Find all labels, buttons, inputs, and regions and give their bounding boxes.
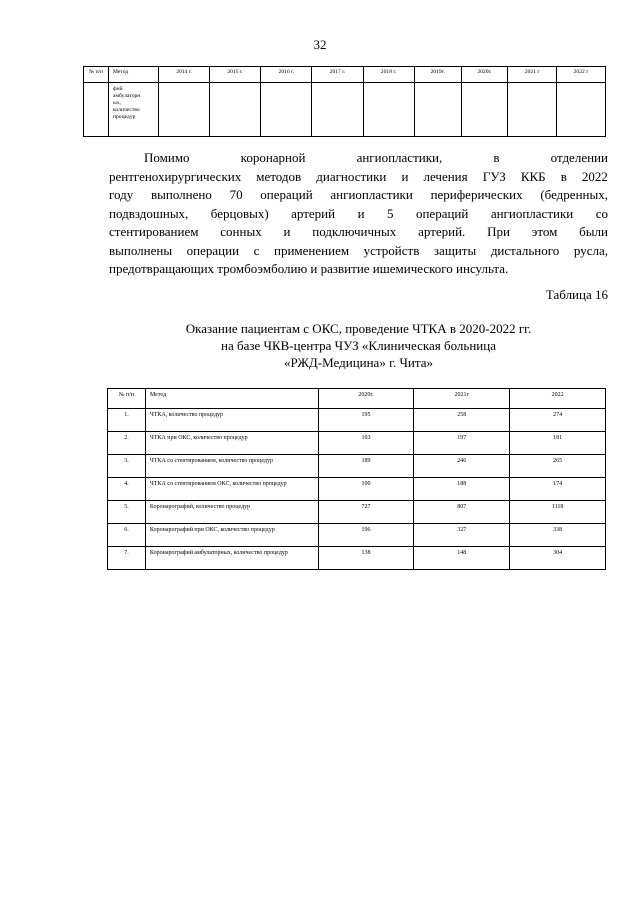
column-header: 2018 г.: [363, 67, 414, 83]
value-2021-cell: 188: [414, 478, 510, 501]
paragraph-line: [109, 242, 608, 261]
value-2021-cell: 807: [414, 501, 510, 524]
value-cell: [508, 83, 557, 137]
word: и: [283, 224, 291, 239]
value-2021-cell: 327: [414, 524, 510, 547]
word: рентгенохирургических: [109, 168, 242, 184]
value-cell: [363, 83, 414, 137]
value-2022-cell: 338: [510, 524, 606, 547]
method-line: количество: [113, 107, 140, 113]
row-number-cell: 7.: [108, 547, 146, 570]
column-header: № п/п: [84, 67, 109, 83]
method-cell: ЧТКА со стентированием, количество процедур: [145, 455, 318, 478]
word: 5: [387, 205, 394, 221]
word: коронарной: [240, 150, 306, 165]
column-header: № п/п: [108, 389, 146, 409]
value-cell: [210, 83, 261, 137]
word: устройств: [363, 242, 420, 258]
row-number-cell: 6.: [108, 524, 146, 547]
word: с: [253, 242, 260, 258]
word: операции: [186, 242, 240, 258]
column-header: 2021г: [414, 389, 510, 409]
word: операций: [415, 205, 469, 221]
table-title-line: «РЖД-Медицина» г. Чита»: [284, 355, 433, 370]
word: артерий.: [418, 224, 466, 239]
word: При: [487, 224, 510, 239]
value-2021-cell: 148: [414, 547, 510, 570]
word: были: [579, 224, 608, 239]
value-2020-cell: 196: [318, 524, 414, 547]
word: периферических: [430, 187, 523, 202]
word: 2022: [581, 168, 608, 184]
word: ГУЗ: [482, 168, 506, 184]
word: отделении: [550, 150, 608, 165]
word: подключичных: [312, 224, 397, 239]
body-paragraph: [109, 149, 608, 279]
word: методов: [256, 168, 302, 184]
column-header: 2014 г.: [159, 67, 210, 83]
word: 70: [229, 187, 243, 202]
word: операций: [260, 187, 313, 202]
page-number: 32: [313, 37, 327, 52]
value-2022-cell: 304: [510, 547, 606, 570]
word: подвздошных,: [109, 205, 189, 221]
table-row: [108, 547, 606, 570]
column-header: 2022: [510, 389, 606, 409]
word: применением: [274, 242, 350, 258]
continued-table-header: [84, 67, 606, 83]
row-number-cell: 2.: [108, 432, 146, 455]
method-line: фий: [113, 86, 123, 92]
value-2021-cell: 246: [414, 455, 510, 478]
paragraph-line: предотвращающих тромбоэмболию и развитие ишемического инсульта.: [109, 261, 509, 276]
word: со: [595, 205, 608, 221]
method-cell: [109, 83, 159, 137]
value-2020-cell: 103: [318, 432, 414, 455]
table-row: [108, 455, 606, 478]
column-header: Метод: [145, 389, 318, 409]
table-row: [84, 83, 606, 137]
column-header: 2015 г.: [210, 67, 261, 83]
table-16: [107, 388, 606, 570]
continued-table: [83, 66, 606, 137]
method-line: ых,: [113, 100, 121, 106]
table-16-header: [108, 389, 606, 409]
word: сонных: [220, 224, 262, 239]
word: русла,: [573, 242, 608, 258]
row-number-cell: 4.: [108, 478, 146, 501]
value-2022-cell: 1118: [510, 501, 606, 524]
column-header: 2021 г: [508, 67, 557, 83]
value-2022-cell: 265: [510, 455, 606, 478]
column-header: 2020г.: [461, 67, 508, 83]
paragraph-line: [109, 223, 608, 242]
column-header: 2022 г: [557, 67, 606, 83]
word: ККБ: [520, 168, 546, 184]
word: в: [560, 168, 567, 184]
paragraph-line: [109, 168, 608, 187]
value-2020-cell: 138: [318, 547, 414, 570]
method-cell: ЧТКА со стентированием ОКС, количество процедур: [145, 478, 318, 501]
method-cell: Коронарографий, количество процедур: [145, 501, 318, 524]
value-2022-cell: 274: [510, 409, 606, 432]
word: году: [109, 187, 134, 202]
row-number-cell: 1.: [108, 409, 146, 432]
table-row: [108, 501, 606, 524]
table-16-body: [108, 409, 606, 570]
word: в: [493, 150, 500, 165]
column-header: Метод: [109, 67, 159, 83]
word: защиты: [433, 242, 477, 258]
column-header: 2020г.: [318, 389, 414, 409]
paragraph-line: [109, 186, 608, 205]
value-2022-cell: 174: [510, 478, 606, 501]
value-cell: [312, 83, 363, 137]
word: и: [357, 205, 365, 221]
method-line: процедур: [113, 114, 136, 120]
table-row: [108, 478, 606, 501]
value-2022-cell: 181: [510, 432, 606, 455]
word: этом: [531, 224, 558, 239]
paragraph-line: [109, 149, 608, 168]
column-header: 2016 г.: [261, 67, 312, 83]
value-2020-cell: 727: [318, 501, 414, 524]
table-title-line: на базе ЧКВ-центра ЧУЗ «Клиническая больница: [221, 338, 496, 353]
word: лечения: [423, 168, 468, 184]
word: выполнено: [150, 187, 212, 202]
method-cell: Коронарографий амбулаторных, количество процедур: [145, 547, 318, 570]
column-header: 2019г.: [414, 67, 461, 83]
value-2020-cell: 189: [318, 455, 414, 478]
value-cell: [261, 83, 312, 137]
table-title-line: Оказание пациентам с ОКС, проведение ЧТКА в 2020-2022 гг.: [185, 321, 532, 336]
value-2021-cell: 197: [414, 432, 510, 455]
table-row: [108, 524, 606, 547]
word: артерий: [291, 205, 336, 221]
table-title: [109, 320, 608, 371]
row-number-cell: [84, 83, 109, 137]
word: ангиопластики,: [356, 150, 443, 165]
table-label: Таблица 16: [545, 287, 608, 302]
word: выполнены: [109, 242, 173, 258]
word: берцовых): [210, 205, 269, 221]
word: (бедренных,: [540, 187, 608, 202]
row-number-cell: 3.: [108, 455, 146, 478]
value-cell: [557, 83, 606, 137]
value-cell: [414, 83, 461, 137]
paragraph-line: [109, 205, 608, 224]
row-number-cell: 5.: [108, 501, 146, 524]
value-cell: [461, 83, 508, 137]
value-2021-cell: 258: [414, 409, 510, 432]
word: стентированием: [109, 224, 199, 239]
method-cell: ЧТКА при ОКС, количество процедур: [145, 432, 318, 455]
word: ангиопластики: [330, 187, 413, 202]
word: диагностики: [316, 168, 387, 184]
value-cell: [159, 83, 210, 137]
table-row: [108, 409, 606, 432]
method-cell: Коронарографий при ОКС, количество процедур: [145, 524, 318, 547]
value-2020-cell: 195: [318, 409, 414, 432]
table-row: [108, 432, 606, 455]
word: и: [401, 168, 409, 184]
word: дистального: [490, 242, 560, 258]
method-line: амбулаторн: [113, 93, 141, 99]
method-cell: ЧТКА, количество процедур: [145, 409, 318, 432]
column-header: 2017 г.: [312, 67, 363, 83]
value-2020-cell: 100: [318, 478, 414, 501]
word: ангиопластики: [490, 205, 574, 221]
word: Помимо: [144, 150, 190, 165]
